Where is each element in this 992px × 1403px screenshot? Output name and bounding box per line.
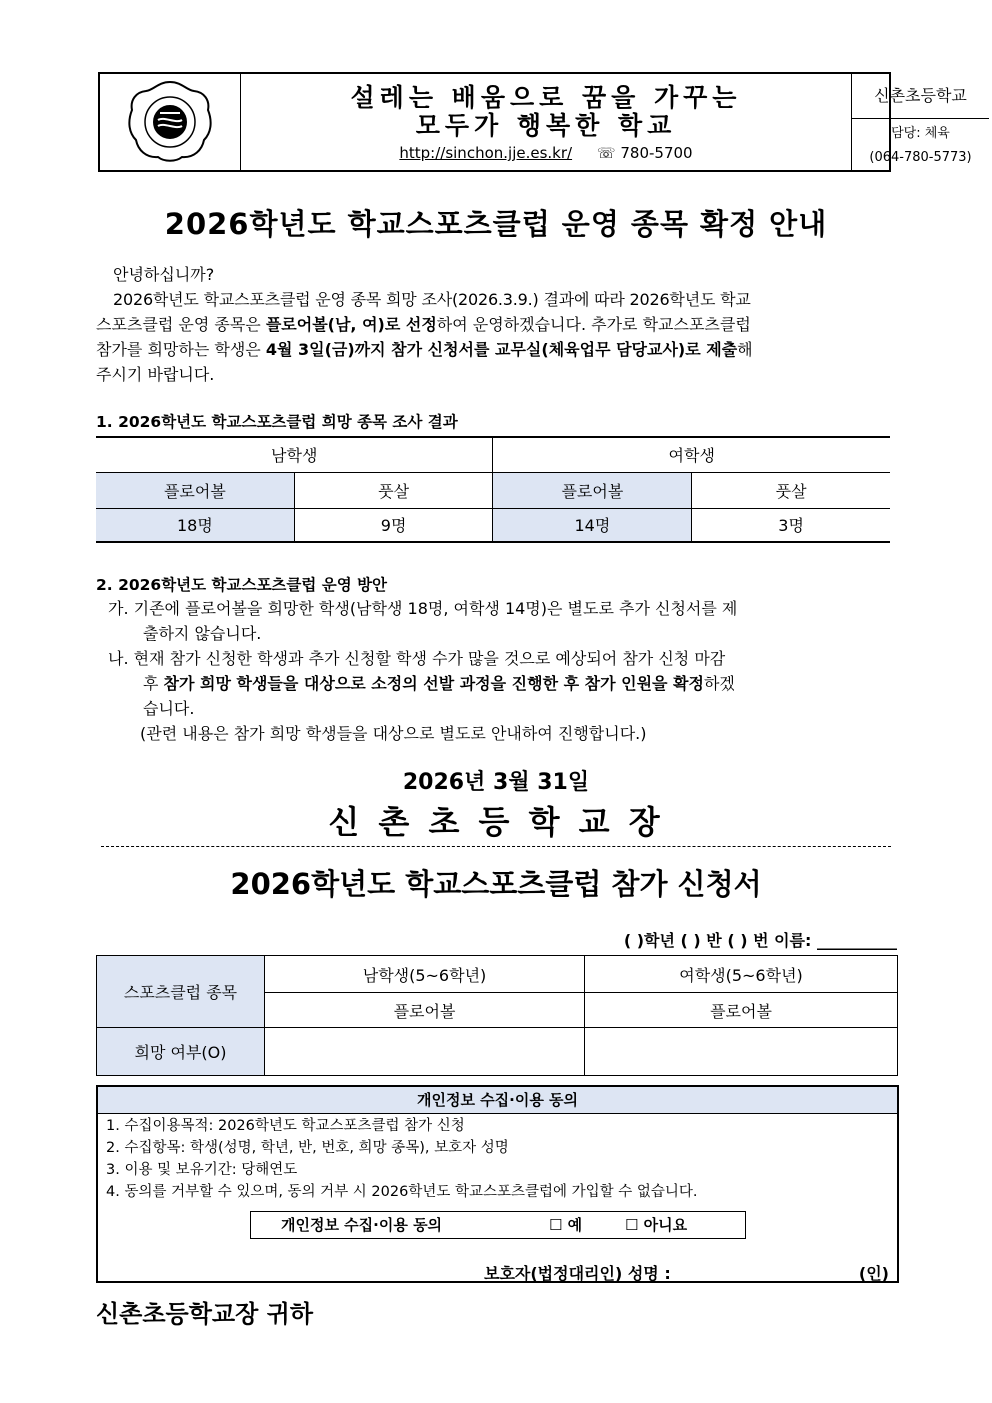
privacy-items bbox=[98, 1115, 897, 1203]
group-girls: 여학생 bbox=[668, 446, 715, 466]
slogan-line-1: 설레는 배움으로 꿈을 가꾸는 bbox=[350, 83, 742, 112]
survey-result-table bbox=[96, 436, 890, 543]
group-boys: 남학생 bbox=[96, 437, 493, 472]
boys-wish-input[interactable] bbox=[265, 1028, 585, 1076]
consent-label: 개인정보 수집·이용 동의 bbox=[281, 1216, 443, 1234]
girls-header: 여학생(5~6학년) bbox=[585, 956, 898, 993]
principal-signature: 신 촌 초 등 학 교 장 bbox=[328, 803, 664, 841]
boys-header: 남학생(5~6학년) bbox=[265, 956, 585, 993]
slogan-line-2: 모두가 행복한 학교 bbox=[415, 111, 677, 140]
letterhead bbox=[98, 72, 972, 172]
slogan-area bbox=[241, 74, 852, 170]
phone-number: ☏ 780-5700 bbox=[596, 144, 693, 162]
issue-date: 2026년 3월 31일 bbox=[402, 770, 590, 795]
privacy-item: 4. 동의를 거부할 수 있으며, 동의 거부 시 2026학년도 학교스포츠클럽에 가입할 수 없습니다. bbox=[106, 1184, 698, 1200]
consent-no-checkbox[interactable]: ☐ 아니요 bbox=[625, 1216, 688, 1234]
plan-item-a-line-1: 가. 기존에 플로어볼을 희망한 학생(남학생 18명, 여학생 14명)은 별도로 추가 신청서를 제 bbox=[108, 599, 738, 618]
section-2-body bbox=[96, 596, 896, 746]
privacy-consent-box bbox=[96, 1085, 899, 1283]
selected-sport-emphasis: 플로어볼(남, 여)로 선정 bbox=[265, 315, 437, 334]
count-cell: 9명 bbox=[294, 508, 493, 542]
section-1-title: 1. 2026학년도 학교스포츠클럽 희망 종목 조사 결과 bbox=[96, 413, 458, 431]
girls-wish-input[interactable] bbox=[585, 1028, 898, 1076]
school-url-link[interactable]: http://sinchon.jje.es.kr/ bbox=[399, 144, 573, 162]
school-info bbox=[852, 74, 989, 170]
wish-row-label: 희망 여부(O) bbox=[97, 1028, 265, 1076]
school-name: 신촌초등학교 bbox=[852, 74, 989, 119]
boys-sport: 플로어볼 bbox=[265, 993, 585, 1028]
greeting: 안녕하십니까? bbox=[113, 265, 215, 284]
privacy-title: 개인정보 수집·이용 동의 bbox=[98, 1087, 897, 1114]
consent-yes-checkbox[interactable]: ☐ 예 bbox=[549, 1216, 583, 1234]
page-title: 2026학년도 학교스포츠클럽 운영 종목 확정 안내 bbox=[164, 207, 828, 241]
intro-paragraph bbox=[96, 262, 896, 387]
application-table bbox=[96, 955, 898, 1076]
section-2-title: 2. 2026학년도 학교스포츠클럽 운영 방안 bbox=[96, 576, 388, 594]
count-cell: 3명 bbox=[778, 516, 804, 536]
addressee: 신촌초등학교장 귀하 bbox=[96, 1300, 314, 1328]
plan-item-b-line-3: 습니다. bbox=[143, 699, 195, 718]
sport-cell: 풋살 bbox=[775, 481, 807, 501]
cut-line bbox=[101, 846, 891, 847]
manager-phone: (064-780-5773) bbox=[869, 150, 972, 165]
privacy-item: 2. 수집항목: 학생(성명, 학년, 반, 번호, 희망 종목), 보호자 성명 bbox=[106, 1140, 509, 1156]
intro-line-2: 스포츠클럽 운영 종목은 플로어볼(남, 여)로 선정하여 운영하겠습니다. 추가로 학교스포츠클럽 bbox=[96, 315, 751, 334]
count-cell: 14명 bbox=[493, 508, 692, 542]
guardian-seal[interactable]: (인) bbox=[858, 1264, 889, 1283]
girls-sport: 플로어볼 bbox=[585, 993, 898, 1028]
plan-note: (관련 내용은 참가 희망 학생들을 대상으로 별도로 안내하여 진행합니다.) bbox=[140, 724, 647, 743]
manager-label: 담당: 체육 bbox=[891, 126, 950, 141]
privacy-item: 1. 수집이용목적: 2026학년도 학교스포츠클럽 참가 신청 bbox=[106, 1118, 465, 1134]
count-cell: 18명 bbox=[96, 508, 294, 542]
sport-cell: 플로어볼 bbox=[96, 472, 294, 508]
intro-line-3: 참가를 희망하는 학생은 4월 3일(금)까지 참가 신청서를 교무실(체육업무 담당교사)로 제출해 bbox=[96, 340, 753, 359]
sport-cell: 풋살 bbox=[294, 472, 493, 508]
guardian-name-label: 보호자(법정대리인) 성명 : bbox=[484, 1264, 671, 1283]
plan-item-a-line-2: 출하지 않습니다. bbox=[143, 624, 262, 643]
student-info-line[interactable]: ( )학년 ( ) 반 ( ) 번 이름: __________ bbox=[623, 931, 897, 950]
school-emblem bbox=[100, 74, 241, 170]
plan-item-b-line-2: 후 참가 희망 학생들을 대상으로 소정의 선발 과정을 진행한 후 참가 인원을 확정하겠 bbox=[143, 674, 735, 693]
selection-emphasis: 참가 희망 학생들을 대상으로 소정의 선발 과정을 진행한 후 참가 인원을 확정 bbox=[163, 674, 704, 693]
plan-item-b-line-1: 나. 현재 참가 신청한 학생과 추가 신청할 학생 수가 많을 것으로 예상되어 참가 신청 마감 bbox=[108, 649, 726, 668]
form-title: 2026학년도 학교스포츠클럽 참가 신청서 bbox=[230, 867, 762, 901]
consent-choice-box bbox=[250, 1211, 746, 1239]
deadline-emphasis: 4월 3일(금)까지 참가 신청서를 교무실(체육업무 담당교사)로 제출 bbox=[265, 340, 738, 359]
intro-line-1: 2026학년도 학교스포츠클럽 운영 종목 희망 조사(2026.3.9.) 결과에 따라 2026학년도 학교 bbox=[113, 290, 751, 309]
contact-line bbox=[241, 144, 851, 162]
sport-cell: 플로어볼 bbox=[493, 472, 692, 508]
intro-line-4: 주시기 바랍니다. bbox=[96, 365, 215, 384]
privacy-item: 3. 이용 및 보유기간: 당해연도 bbox=[106, 1162, 298, 1178]
sport-row-label: 스포츠클럽 종목 bbox=[97, 956, 265, 1028]
